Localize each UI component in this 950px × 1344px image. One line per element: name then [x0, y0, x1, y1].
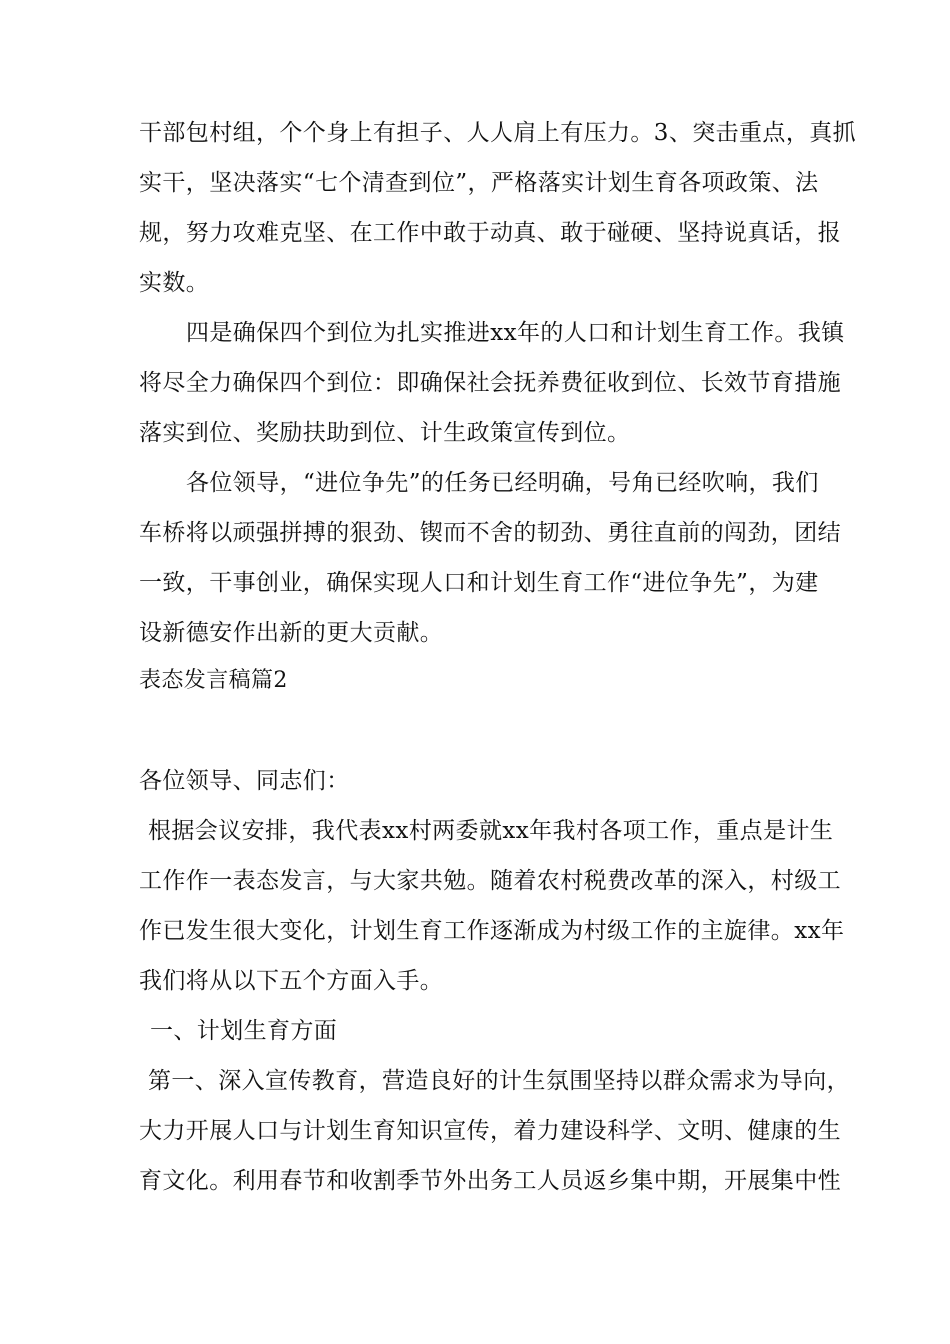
paragraph-line: 大力开展人口与计划生育知识宣传，着力建设科学、文明、健康的生 [139, 1118, 841, 1144]
paragraph-line: 根据会议安排，我代表xx村两委就xx年我村各项工作，重点是计生 [148, 818, 834, 844]
paragraph-line: 育文化。利用春节和收割季节外出务工人员返乡集中期，开展集中性 [139, 1168, 841, 1194]
paragraph-line: 工作作一表态发言，与大家共勉。随着农村税费改革的深入，村级工 [139, 868, 841, 894]
paragraph-line: 将尽全力确保四个到位：即确保社会抚养费征收到位、长效节育措施 [139, 370, 841, 396]
paragraph-line: 作已发生很大变化，计划生育工作逐渐成为村级工作的主旋律。xx年 [139, 918, 845, 944]
paragraph-line: 各位领导，“进位争先”的任务已经明确，号角已经吹响，我们 [186, 470, 819, 496]
salutation: 各位领导、同志们： [139, 768, 350, 794]
paragraph-line: 落实到位、奖励扶助到位、计生政策宣传到位。 [139, 420, 631, 446]
subheading: 一、计划生育方面 [150, 1018, 338, 1044]
paragraph-line: 车桥将以顽强拼搏的狠劲、锲而不舍的韧劲、勇往直前的闯劲，团结 [139, 520, 841, 546]
paragraph-line: 设新德安作出新的更大贡献。 [139, 620, 444, 646]
paragraph-line: 实干，坚决落实“七个清查到位”，严格落实计划生育各项政策、法 [139, 170, 819, 196]
paragraph-line: 四是确保四个到位为扎实推进xx年的人口和计划生育工作。我镇 [186, 320, 845, 346]
paragraph-line: 一致，干事创业，确保实现人口和计划生育工作“进位争先”，为建 [139, 570, 819, 596]
paragraph-line: 我们将从以下五个方面入手。 [139, 968, 444, 994]
paragraph-line: 规，努力攻难克坚、在工作中敢于动真、敢于碰硬、坚持说真话，报 [139, 220, 841, 246]
paragraph-line: 干部包村组，个个身上有担子、人人肩上有压力。3、突击重点，真抓 [139, 120, 857, 146]
paragraph-line: 第一、深入宣传教育，营造良好的计生氛围坚持以群众需求为导向， [148, 1068, 850, 1094]
section-title: 表态发言稿篇2 [139, 668, 288, 693]
paragraph-line: 实数。 [139, 270, 210, 296]
